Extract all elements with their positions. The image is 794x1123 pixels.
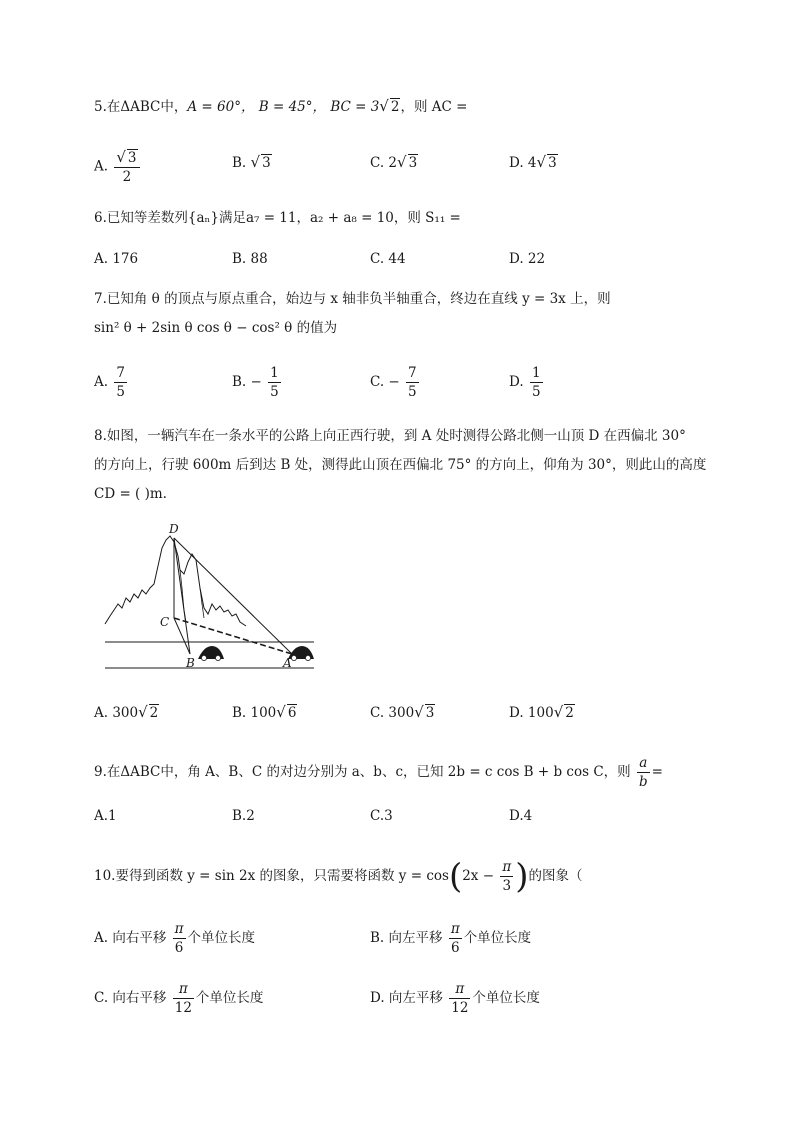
q10-option-c[interactable]: C. 向右平移 $\frac{\pi}{12}$ 个单位长度: [94, 981, 264, 1016]
q6-option-c[interactable]: C. 44: [370, 251, 406, 267]
q7-option-c[interactable]: C. − $\frac{7}{5}$: [370, 365, 417, 400]
q9-option-a[interactable]: A.1: [94, 808, 117, 824]
q10-option-b[interactable]: B. 向左平移 $\frac{\pi}{6}$ 个单位长度: [370, 921, 532, 956]
q6-stem: 6.已知等差数列{aₙ}满足a₇ = 11，a₂ + a₈ = 10，则 S₁₁ =: [94, 210, 461, 226]
q9-option-d[interactable]: D.4: [509, 808, 533, 824]
q6-option-b[interactable]: B. 88: [232, 251, 268, 267]
q8-stem-line2: 的方向上，行驶 600m 后到达 B 处，测得此山顶在西偏北 75° 的方向上，仰角为 30°，则此山的高度: [94, 457, 707, 473]
q5-stem: 5.在ΔABC中，A = 60°， B = 45°， BC = 3√ 2，则 AC =: [94, 97, 468, 115]
label-b: B: [186, 656, 195, 670]
q8-option-a[interactable]: A. 300√ 2: [94, 703, 159, 721]
q10-option-a[interactable]: A. 向右平移 $\frac{\pi}{6}$ 个单位长度: [94, 921, 256, 956]
q10-option-d[interactable]: D. 向左平移 $\frac{\pi}{12}$ 个单位长度: [370, 981, 540, 1016]
label-a: A: [283, 656, 292, 670]
label-c: C: [160, 615, 170, 629]
q5-option-c[interactable]: C. 2√ 3: [370, 153, 418, 171]
q7-stem-line2: sin² θ + 2sin θ cos θ − cos² θ 的值为: [94, 320, 338, 336]
segment-da: [174, 538, 292, 654]
q8-stem-line3: CD = ( )m.: [94, 486, 167, 502]
q7-option-d[interactable]: D. $\frac{1}{5}$: [509, 365, 541, 400]
q5-option-b[interactable]: B. √ 3: [232, 153, 271, 171]
label-d: D: [169, 522, 179, 536]
q7-option-b[interactable]: B. − $\frac{1}{5}$: [232, 365, 279, 400]
q8-option-c[interactable]: C. 300√ 3: [370, 703, 435, 721]
q5-option-a[interactable]: A. $\frac{√ 3}{2}$: [94, 148, 142, 186]
q9-option-b[interactable]: B.2: [232, 808, 255, 824]
q8-figure: [100, 518, 340, 678]
q7-stem-line1: 7.已知角 θ 的顶点与原点重合，始边与 x 轴非负半轴重合，终边在直线 y = 3x 上，则: [94, 291, 611, 307]
q6-option-d[interactable]: D. 22: [509, 251, 546, 267]
mountain-inner-cliff: [180, 570, 186, 622]
q9-stem: 9.在ΔABC中，角 A、B、C 的对边分别为 a、b、c，已知 2b = c cos B + b cos C，则 $\frac{a}{b}$ =: [94, 755, 663, 790]
q9-option-c[interactable]: C.3: [370, 808, 393, 824]
q8-stem-line1: 8.如图，一辆汽车在一条水平的公路上向正西行驶，到 A 处时测得公路北侧一山顶 D 在西偏北 30°: [94, 428, 686, 444]
q7-option-a[interactable]: A. $\frac{7}{5}$: [94, 365, 125, 400]
q10-stem: 10.要得到函数 y = sin 2x 的图象，只需要将函数 y = cos(2x − $\frac{\pi}{3}$ )的图象（: [94, 856, 583, 897]
q5-option-d[interactable]: D. 4√ 3: [509, 153, 557, 171]
q8-option-d[interactable]: D. 100√ 2: [509, 703, 574, 721]
q6-option-a[interactable]: A. 176: [94, 251, 139, 267]
q8-option-b[interactable]: B. 100√ 6: [232, 703, 297, 721]
